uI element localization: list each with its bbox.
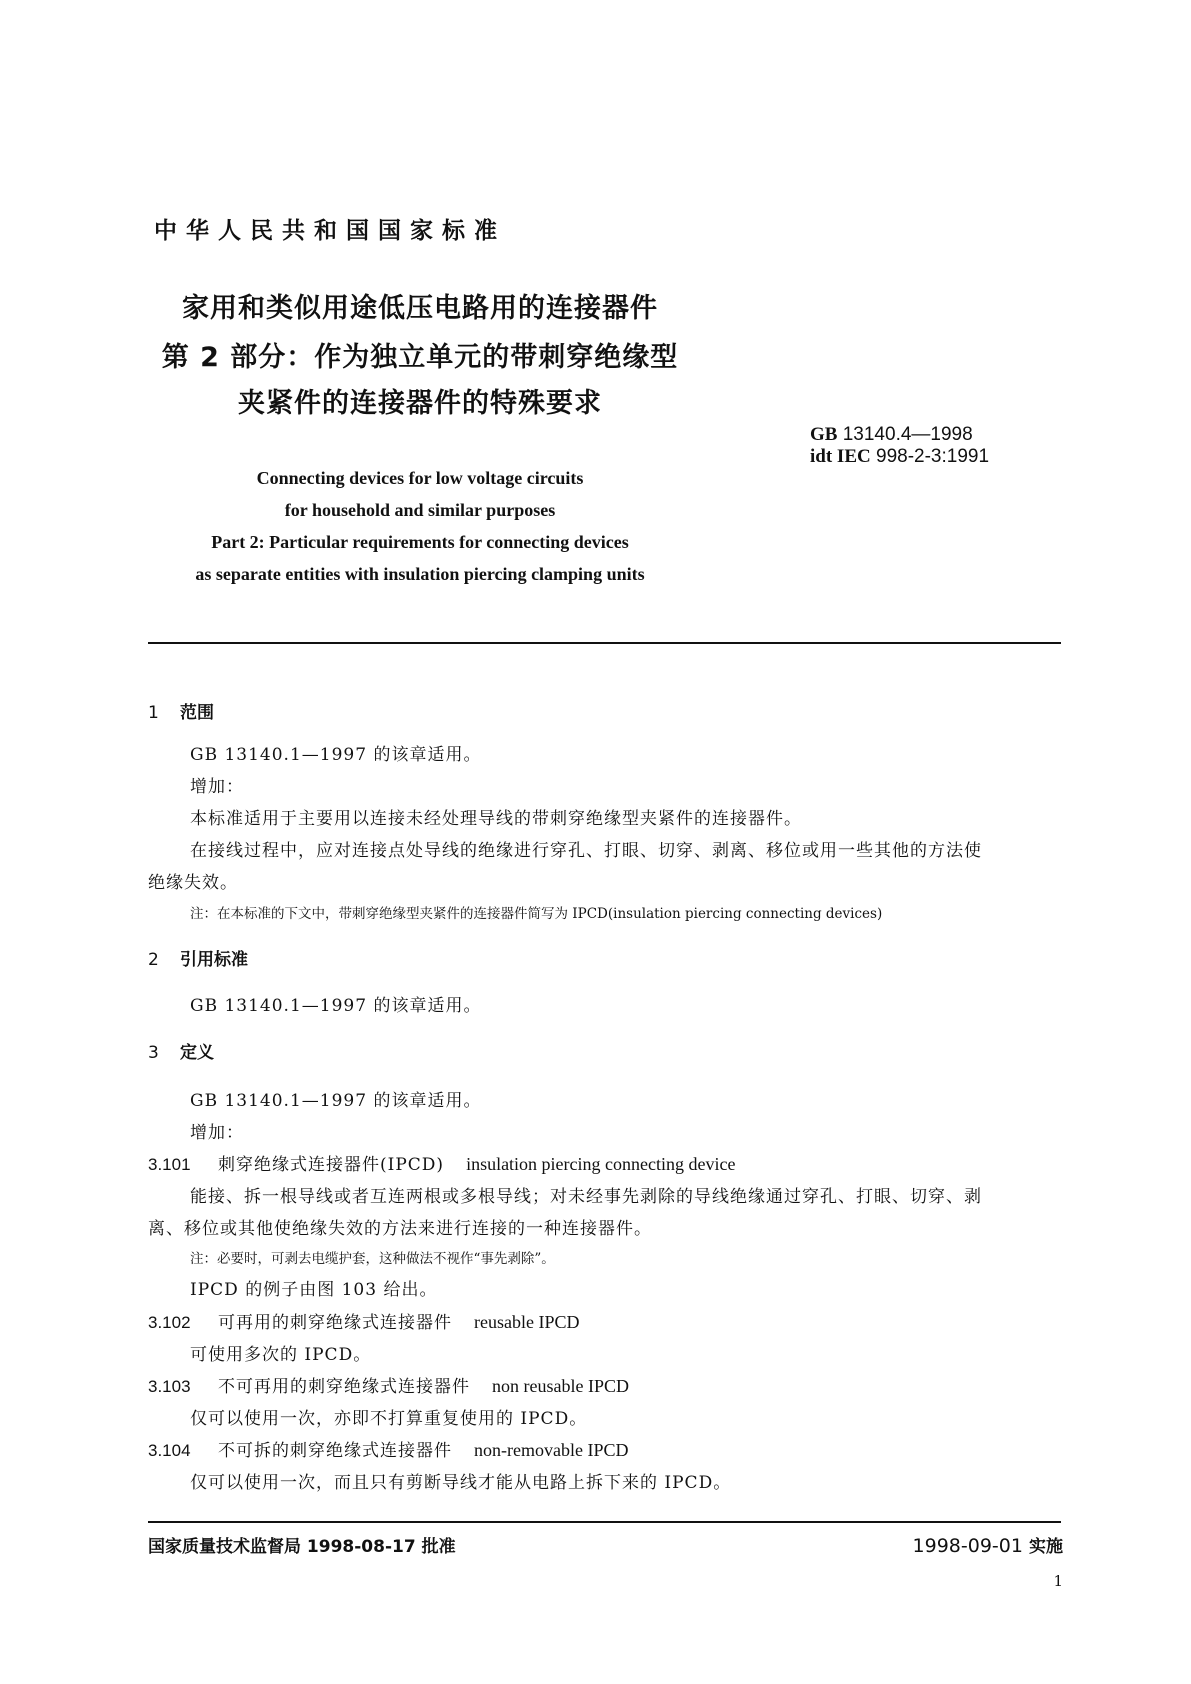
document-header: 中华人民共和国国家标准	[154, 218, 506, 244]
definition-3-104	[148, 1436, 628, 1461]
section-3-heading	[148, 1038, 214, 1063]
definition-3-103-number: 3.103	[148, 1377, 191, 1396]
standard-code-prefix: GB	[810, 424, 838, 445]
implementation-statement	[913, 1532, 1063, 1557]
cn-title-line-2: 第 2 部分：作为独立单元的带刺穿绝缘型	[161, 342, 679, 373]
section-1-heading	[148, 698, 214, 723]
section-1-title: 范围	[180, 703, 214, 723]
definition-3-101-number: 3.101	[148, 1155, 191, 1174]
section-3-title: 定义	[180, 1043, 214, 1063]
definition-3-102	[148, 1308, 579, 1333]
definition-3-101-term-cn: 刺穿绝缘式连接器件(IPCD)	[218, 1155, 445, 1175]
en-title-line-1: Connecting devices for low voltage circuits	[256, 468, 584, 488]
definition-3-102-term-cn: 可再用的刺穿绝缘式连接器件	[218, 1313, 452, 1333]
section-1-addition-label: 增加：	[190, 777, 244, 797]
definition-3-104-term-en: non-removable IPCD	[474, 1440, 629, 1460]
section-3-addition-label: 增加：	[190, 1123, 244, 1143]
definition-3-103-text: 仅可以使用一次，亦即不打算重复使用的 IPCD。	[190, 1409, 588, 1429]
section-1-process-text-cont: 绝缘失效。	[148, 873, 238, 893]
approval-statement: 国家质量技术监督局 1998-08-17 批准	[148, 1537, 456, 1557]
section-1-note: 注：在本标准的下文中，带刺穿绝缘型夹紧件的连接器件简写为 IPCD(insulation piercing connecting devices)	[190, 906, 883, 922]
en-title-line-3: Part 2: Particular requirements for connecting devices	[211, 532, 629, 552]
definition-3-101-text: 能接、拆一根导线或者互连两根或多根导线；对未经事先剥除的导线绝缘通过穿孔、打眼、切穿、剥	[190, 1187, 982, 1207]
definition-3-104-term-cn: 不可拆的刺穿绝缘式连接器件	[218, 1441, 452, 1461]
definition-3-104-number: 3.104	[148, 1441, 191, 1460]
definition-3-101-term-en: insulation piercing connecting device	[466, 1154, 736, 1174]
implementation-date: 1998-09-01	[912, 1535, 1023, 1557]
implementation-label: 实施	[1029, 1537, 1063, 1557]
definition-3-101-note: 注：必要时，可剥去电缆护套，这种做法不视作“事先剥除”。	[190, 1251, 555, 1267]
definition-3-101	[148, 1150, 735, 1175]
page-number: 1	[1053, 1572, 1063, 1590]
cn-title-line-1: 家用和类似用途低压电路用的连接器件	[182, 293, 658, 324]
definition-3-102-text: 可使用多次的 IPCD。	[190, 1345, 372, 1365]
en-title-line-2: for household and similar purposes	[284, 500, 556, 520]
section-3-applicability: GB 13140.1—1997 的该章适用。	[190, 1091, 482, 1111]
section-1-process-text: 在接线过程中，应对连接点处导线的绝缘进行穿孔、打眼、切穿、剥离、移位或用一些其他的方法使	[190, 841, 982, 861]
definition-3-101-example: IPCD 的例子由图 103 给出。	[190, 1280, 438, 1300]
definition-3-102-term-en: reusable IPCD	[474, 1312, 580, 1332]
definition-3-103-term-cn: 不可再用的刺穿绝缘式连接器件	[218, 1377, 470, 1397]
footer-divider	[148, 1521, 1061, 1523]
section-1-scope-text: 本标准适用于主要用以连接未经处理导线的带刺穿绝缘型夹紧件的连接器件。	[190, 809, 802, 829]
header-divider	[148, 642, 1061, 644]
section-1-applicability: GB 13140.1—1997 的该章适用。	[190, 745, 482, 765]
en-title-line-4: as separate entities with insulation piercing clamping units	[195, 564, 645, 584]
standard-idt-prefix: idt IEC	[810, 446, 871, 467]
cn-title-line-3: 夹紧件的连接器件的特殊要求	[238, 388, 602, 419]
section-2-applicability: GB 13140.1—1997 的该章适用。	[190, 996, 482, 1016]
definition-3-102-number: 3.102	[148, 1313, 191, 1332]
definition-3-104-text: 仅可以使用一次，而且只有剪断导线才能从电路上拆下来的 IPCD。	[190, 1473, 732, 1493]
standard-idt	[810, 446, 989, 468]
section-2-number: 2	[148, 950, 159, 970]
standard-idt-number: 998-2-3:1991	[876, 446, 990, 467]
section-2-heading	[148, 945, 248, 970]
section-3-number: 3	[148, 1043, 159, 1063]
definition-3-103-term-en: non reusable IPCD	[492, 1376, 629, 1396]
section-1-number: 1	[148, 703, 159, 723]
standard-code	[810, 424, 973, 446]
definition-3-103	[148, 1372, 629, 1397]
standard-code-number: 13140.4—1998	[842, 424, 973, 445]
section-2-title: 引用标准	[180, 950, 248, 970]
definition-3-101-text-cont: 离、移位或其他使绝缘失效的方法来进行连接的一种连接器件。	[148, 1219, 652, 1239]
